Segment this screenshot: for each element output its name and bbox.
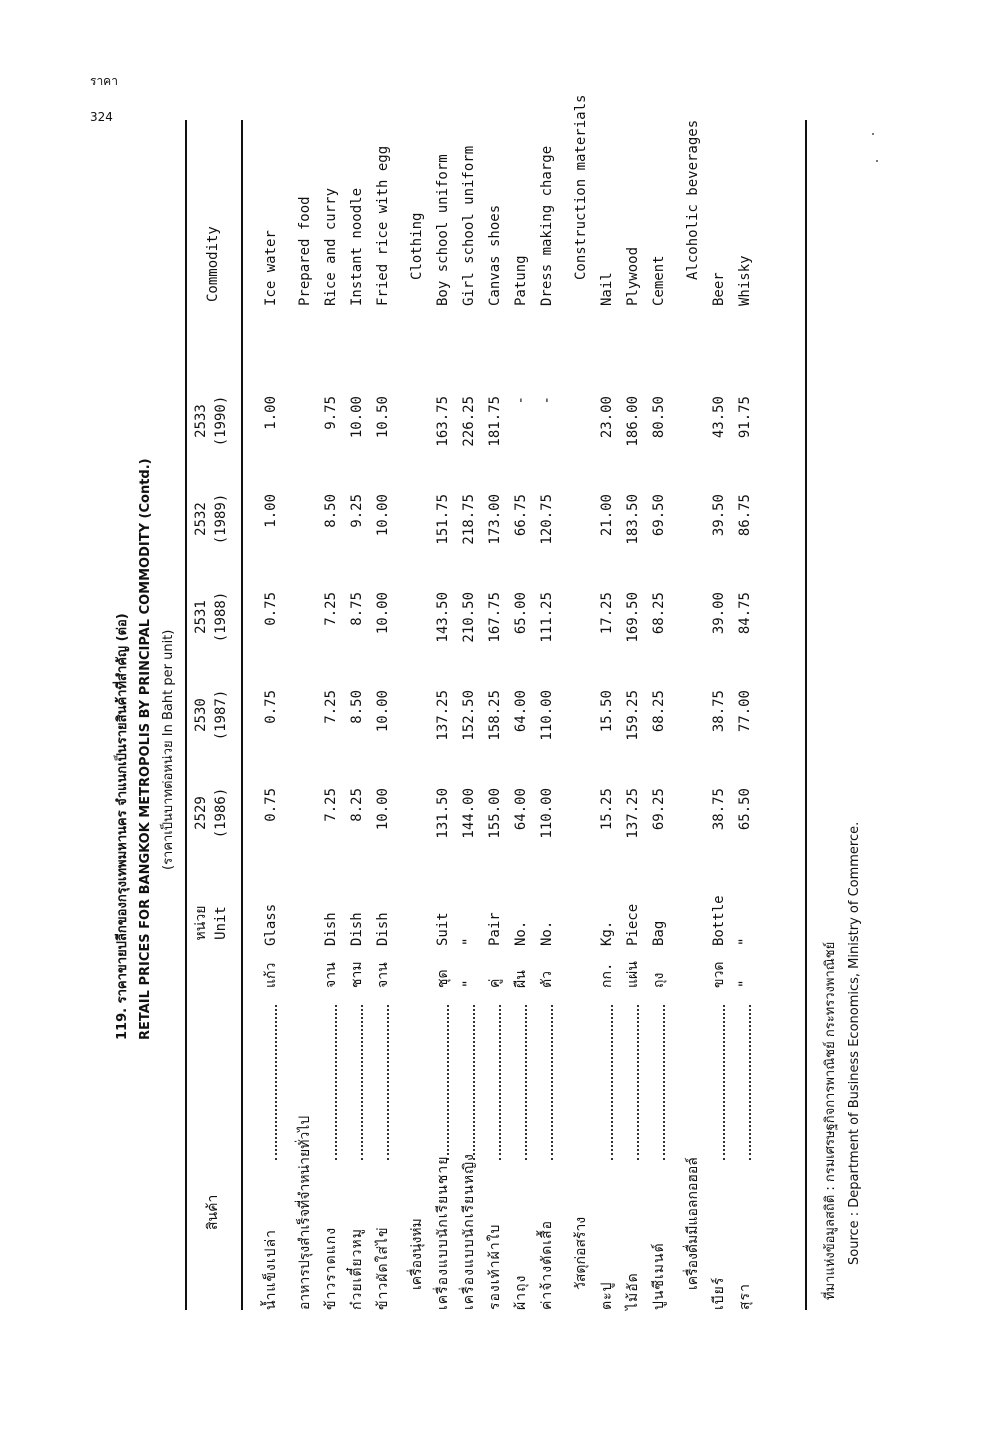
section-heading-thai: อาหารปรุงสำเร็จที่จำหน่ายทั่วไป — [297, 1115, 313, 1310]
row-unit-thai: แผ่น — [625, 961, 641, 988]
row-value: 9.75 — [323, 396, 339, 430]
row-unit-en: Dish — [323, 912, 339, 946]
row-value: 10.00 — [349, 396, 365, 439]
column-header-year-1988: (1988) — [213, 591, 229, 643]
row-unit-en: Dish — [375, 912, 391, 946]
dot-leader — [599, 1005, 613, 1160]
row-value: 10.00 — [375, 690, 391, 733]
row-value: 84.75 — [737, 592, 753, 635]
table-title-english: RETAIL PRICES FOR BANGKOK METROPOLIS BY PRINCIPAL COMMODITY (Contd.) — [138, 458, 153, 1040]
row-commodity-en: Beer — [711, 272, 727, 306]
row-commodity-en: Canvas shoes — [487, 204, 503, 306]
row-commodity-en: Whisky — [737, 255, 753, 306]
row-value: 131.50 — [435, 788, 451, 839]
row-value: 1.00 — [263, 396, 279, 430]
row-unit-thai: " — [461, 979, 477, 988]
column-header-year-2533: 2533 — [193, 404, 209, 438]
dot-leader — [539, 1005, 553, 1160]
row-value: 183.50 — [625, 494, 641, 545]
row-value: 64.00 — [513, 788, 529, 831]
row-value: 38.75 — [711, 788, 727, 831]
row-value: 181.75 — [487, 396, 503, 447]
row-value: 65.00 — [513, 592, 529, 635]
row-value: 163.75 — [435, 396, 451, 447]
row-value: 17.25 — [599, 592, 615, 635]
row-value: 169.50 — [625, 592, 641, 643]
column-header-unit-thai: หน่วย — [193, 905, 209, 941]
row-commodity-en: Plywood — [625, 246, 641, 306]
row-value: 43.50 — [711, 396, 727, 439]
row-commodity-thai: น้ำแข็งเปล่า — [263, 1229, 279, 1310]
column-header-commodity-en: Commodity — [205, 226, 221, 302]
row-commodity-en: Patung — [513, 255, 529, 306]
row-value: 137.25 — [625, 788, 641, 839]
column-header-year-1989: (1989) — [213, 493, 229, 545]
row-value: 1.00 — [263, 494, 279, 528]
row-commodity-thai: รองเท้าผ้าใบ — [487, 1223, 503, 1310]
row-unit-en: Dish — [349, 912, 365, 946]
row-commodity-thai: เครื่องแบบนักเรียนหญิง — [461, 1153, 477, 1310]
row-commodity-thai: ไม้อัด — [625, 1272, 641, 1310]
row-value: 15.50 — [599, 690, 615, 733]
row-value: 226.25 — [461, 396, 477, 447]
row-value: 159.25 — [625, 690, 641, 741]
row-value: 7.25 — [323, 788, 339, 822]
table-unit-note: (ราคาเป็นบาทต่อหน่วย In Baht per unit) — [161, 629, 176, 870]
dot-leader — [349, 1005, 363, 1160]
row-unit-thai: จาน — [323, 962, 339, 988]
section-heading-en: Prepared food — [297, 196, 313, 306]
row-unit-thai: จาน — [375, 962, 391, 988]
dot-leader — [461, 1005, 475, 1160]
row-unit-en: No. — [539, 920, 555, 946]
row-commodity-thai: ก๋วยเตี๋ยวหมู — [349, 1228, 365, 1310]
column-header-commodity-thai: สินค้า — [205, 1194, 221, 1230]
column-header-unit-en: Unit — [213, 906, 229, 940]
row-commodity-en: Instant noodle — [349, 187, 365, 306]
column-header-year-2529: 2529 — [193, 796, 209, 830]
rotated-table-sheet — [105, 94, 885, 1310]
bottom-rule — [805, 120, 807, 1310]
row-value: 210.50 — [461, 592, 477, 643]
row-value: 65.50 — [737, 788, 753, 831]
source-note-english: Source : Department of Business Economics, Ministry of Commerce. — [847, 821, 862, 1265]
source-note-thai: ที่มาแห่งข้อมูลสถิติ : กรมเศรษฐกิจการพาณิชย์ กระทรวงพาณิชย์ — [823, 941, 838, 1300]
row-value: 38.75 — [711, 690, 727, 733]
row-unit-en: " — [461, 937, 477, 946]
row-commodity-thai: ข้าวราดแกง — [323, 1226, 339, 1310]
row-unit-en: Bag — [651, 920, 667, 946]
row-value: 8.75 — [349, 592, 365, 626]
row-value: 151.75 — [435, 494, 451, 545]
section-heading-en: Alcoholic beverages — [685, 119, 701, 280]
row-value: 7.25 — [323, 592, 339, 626]
row-value: 21.00 — [599, 494, 615, 537]
row-value: 39.00 — [711, 592, 727, 635]
row-value: 15.25 — [599, 788, 615, 831]
row-value: 144.00 — [461, 788, 477, 839]
row-value: 167.75 — [487, 592, 503, 643]
row-unit-en: Kg. — [599, 920, 615, 946]
row-value: 120.75 — [539, 494, 555, 545]
row-unit-thai: กก. — [599, 962, 615, 988]
dot-leader — [651, 1005, 665, 1160]
row-value: 143.50 — [435, 592, 451, 643]
section-heading-thai: วัสดุก่อสร้าง — [573, 1216, 589, 1290]
dot-leader — [263, 1005, 277, 1160]
dot-leader — [737, 1005, 751, 1160]
row-commodity-thai: ผ้าถุง — [513, 1274, 529, 1310]
row-unit-thai: ตัว — [539, 971, 555, 988]
dot-leader — [323, 1005, 337, 1160]
row-unit-thai: คู่ — [487, 978, 503, 988]
row-value: 0.75 — [263, 592, 279, 626]
top-rule — [185, 120, 187, 1310]
row-commodity-thai: ปูนซีเมนต์ — [651, 1242, 667, 1310]
dot-leader — [625, 1005, 639, 1160]
row-value: 91.75 — [737, 396, 753, 439]
header-rule — [241, 120, 243, 1310]
row-value: 10.00 — [375, 592, 391, 635]
row-unit-en: Suit — [435, 912, 451, 946]
page-number: 324 — [90, 110, 113, 124]
dot-leader — [513, 1005, 527, 1160]
row-value: 8.25 — [349, 788, 365, 822]
row-commodity-en: Rice and curry — [323, 187, 339, 306]
row-value: 10.00 — [375, 494, 391, 537]
page-header-label: ราคา — [90, 74, 118, 88]
row-value: 110.00 — [539, 788, 555, 839]
row-commodity-thai: เบียร์ — [711, 1276, 727, 1310]
row-value: 155.00 — [487, 788, 503, 839]
row-value: 69.50 — [651, 494, 667, 537]
column-header-year-1987: (1987) — [213, 689, 229, 741]
row-unit-en: " — [737, 937, 753, 946]
row-unit-en: Piece — [625, 903, 641, 946]
row-commodity-thai: ข้าวผัดใส่ไข่ — [375, 1226, 391, 1310]
column-header-year-1990: (1990) — [213, 395, 229, 447]
row-commodity-thai: เครื่องแบบนักเรียนชาย — [435, 1155, 451, 1310]
dot-leader — [435, 1005, 449, 1160]
table-title-thai: 119. ราคาขายปลีกของกรุงเทพมหานคร จำแนกเป็นรายสินค้าที่สำคัญ (ต่อ) — [115, 613, 130, 1040]
row-value: 7.25 — [323, 690, 339, 724]
row-value: 0.75 — [263, 788, 279, 822]
row-unit-en: Pair — [487, 912, 503, 946]
row-commodity-en: Dress making charge — [539, 145, 555, 306]
row-commodity-en: Boy school uniform — [435, 154, 451, 306]
row-unit-en: Glass — [263, 903, 279, 946]
row-value: 173.00 — [487, 494, 503, 545]
row-value: 158.25 — [487, 690, 503, 741]
row-unit-thai: ผืน — [513, 970, 529, 988]
section-heading-en: Clothing — [409, 212, 425, 280]
row-commodity-en: Nail — [599, 272, 615, 306]
row-value: 66.75 — [513, 494, 529, 537]
section-heading-en: Construction materials — [573, 94, 589, 280]
row-unit-thai: ชุด — [435, 969, 451, 988]
row-commodity-thai: ค่าจ้างตัดเสื้อ — [539, 1219, 555, 1310]
row-value: 9.25 — [349, 494, 365, 528]
row-unit-thai: ขวด — [711, 961, 727, 988]
row-value: 77.00 — [737, 690, 753, 733]
row-commodity-en: Ice water — [263, 230, 279, 306]
column-header-year-2532: 2532 — [193, 502, 209, 536]
row-commodity-en: Cement — [651, 255, 667, 306]
row-value: 137.25 — [435, 690, 451, 741]
column-header-year-1986: (1986) — [213, 787, 229, 839]
row-value: - — [539, 396, 555, 405]
row-value: 111.25 — [539, 592, 555, 643]
row-unit-thai: " — [737, 979, 753, 988]
row-commodity-thai: ตะปู — [599, 1281, 615, 1310]
column-header-year-2531: 2531 — [193, 600, 209, 634]
row-value: 23.00 — [599, 396, 615, 439]
row-unit-en: Bottle — [711, 895, 727, 946]
row-value: 80.50 — [651, 396, 667, 439]
dot-leader — [487, 1005, 501, 1160]
column-header-year-2530: 2530 — [193, 698, 209, 732]
row-value: 68.25 — [651, 592, 667, 635]
row-value: 152.50 — [461, 690, 477, 741]
row-value: 69.25 — [651, 788, 667, 831]
row-value: 8.50 — [323, 494, 339, 528]
section-heading-thai: เครื่องนุ่งห่ม — [409, 1218, 425, 1290]
row-unit-thai: ชาม — [349, 961, 365, 988]
row-unit-en: No. — [513, 920, 529, 946]
row-value: 186.00 — [625, 396, 641, 447]
row-commodity-en: Fried rice with egg — [375, 145, 391, 306]
dot-leader — [711, 1005, 725, 1160]
row-value: - — [513, 396, 529, 405]
row-value: 10.00 — [375, 788, 391, 831]
dot-leader — [375, 1005, 389, 1160]
row-commodity-en: Girl school uniform — [461, 145, 477, 306]
section-heading-thai: เครื่องดื่มมีแอลกอฮอล์ — [685, 1157, 701, 1290]
row-value: 86.75 — [737, 494, 753, 537]
row-commodity-thai: สุรา — [737, 1283, 753, 1310]
row-value: 68.25 — [651, 690, 667, 733]
row-value: 110.00 — [539, 690, 555, 741]
row-value: 39.50 — [711, 494, 727, 537]
row-value: 64.00 — [513, 690, 529, 733]
row-unit-thai: ถุง — [651, 972, 667, 988]
row-value: 0.75 — [263, 690, 279, 724]
row-unit-thai: แก้ว — [263, 962, 279, 988]
row-value: 10.50 — [375, 396, 391, 439]
row-value: 8.50 — [349, 690, 365, 724]
row-value: 218.75 — [461, 494, 477, 545]
